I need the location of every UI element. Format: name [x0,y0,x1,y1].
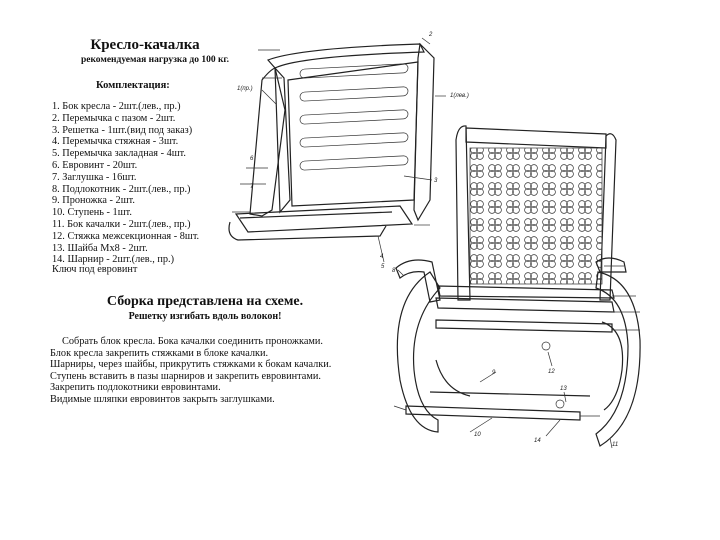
list-item: Блок кресла закрепить стяжками в блоке качалки. [50,347,269,359]
label-13: 13 [560,386,567,392]
label-10: 10 [474,432,481,438]
label-left-side: 1(пр.) [237,86,253,92]
kit-heading: Комплектация: [96,80,170,91]
chair-block-exploded [229,32,469,270]
label-12: 12 [548,369,555,375]
list-item: 7. Заглушка - 16шт. [52,171,137,183]
list-item: 13. Шайба Мх8 - 2шт. [52,242,148,254]
lattice-panel [470,148,602,284]
list-item: 4. Перемычка стяжная - 3шт. [52,136,179,148]
list-item: 14. Шарнир - 2шт.(лев., пр.) [52,254,175,266]
label-11: 11 [612,442,619,448]
slats [300,64,408,171]
list-item: Видимые шляпки евровинтов закрыть заглушками. [50,393,275,405]
list-item: 12. Стяжка межсекционная - 8шт. [52,230,200,242]
label-right-side: 1(лев.) [450,93,469,99]
label-5: 5 [381,264,385,270]
list-item: Ступень вставить в пазы шарниров и закрепить евровинтами. [50,370,321,382]
load-note: рекомендуемая нагрузка до 100 кг. [80,55,230,65]
label-3: 3 [434,178,438,184]
label-8: 8 [392,268,396,274]
list-item: 10. Ступень - 1шт. [52,207,132,219]
label-6: 6 [250,156,254,162]
page-title: Кресло-качалка [90,37,200,53]
label-7: 7 [250,184,254,190]
label-2: 2 [429,32,433,38]
list-item: 8. Подлокотник - 2шт.(лев., пр.) [52,183,191,195]
rocking-chair-assembled [392,126,640,448]
list-item: 3. Решетка - 1шт.(вид под заказ) [52,124,193,136]
list-item: Шарниры, через шайбы, прикрутить стяжками к бокам качалки. [50,359,332,371]
label-14: 14 [534,438,541,444]
list-item: 11. Бок качалки - 2шт.(лев., пр.) [52,218,191,230]
label-9: 9 [492,370,496,376]
assembly-heading: Сборка представлена на схеме. [106,294,304,309]
list-item: 2. Перемычка с пазом - 2шт. [52,112,176,124]
list-item: Закрепить подлокотники евровинтами. [50,382,221,394]
list-item: 9. Проножка - 2шт. [52,195,135,207]
assembly-warning: Решетку изгибать вдоль волокон! [128,311,282,322]
key-note: Ключ под евровинт [52,264,138,275]
label-4: 4 [380,254,384,260]
list-item: 5. Перемычка закладная - 4шт. [52,148,186,160]
list-item: Собрать блок кресла. Бока качалки соединить проножками. [62,336,324,347]
list-item: 6. Евровинт - 20шт. [52,159,138,171]
list-item: 1. Бок кресла - 2шт.(лев., пр.) [52,101,181,112]
